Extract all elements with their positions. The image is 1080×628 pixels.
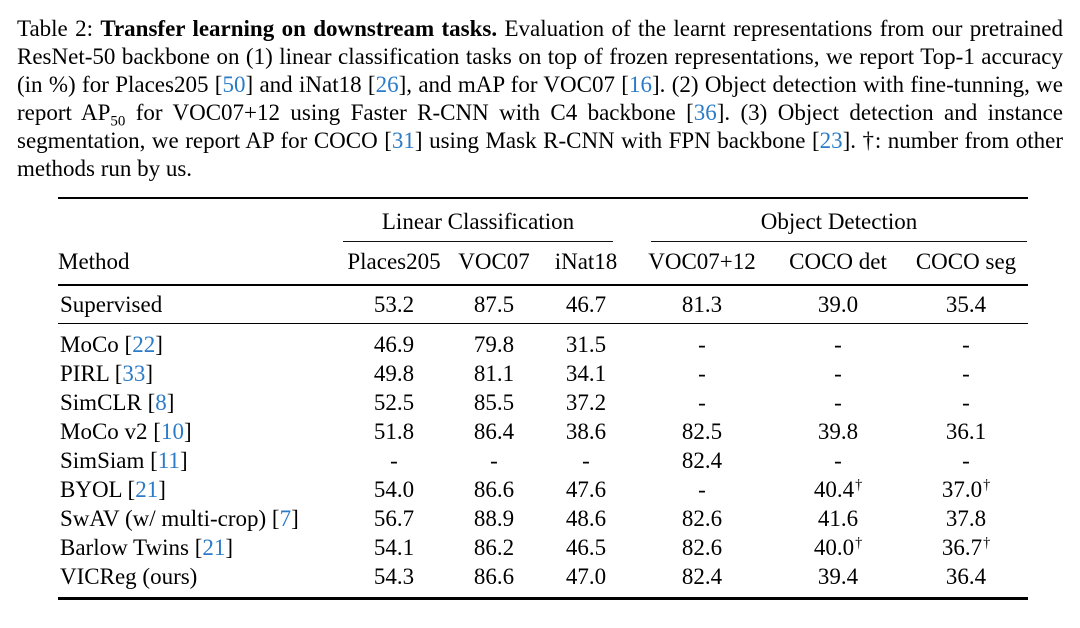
value-cell: 37.2	[565, 390, 607, 416]
value-cell: -	[962, 332, 970, 358]
citation-ref[interactable]: 23	[819, 127, 843, 153]
value-cell: 82.4	[681, 448, 723, 474]
group-label-object-detection: Object Detection	[651, 208, 1027, 242]
caption-bold-title: Transfer learning on downstream tasks.	[100, 16, 498, 41]
value-cell: -	[834, 332, 842, 358]
value-cell: 86.6	[473, 477, 515, 503]
citation-ref[interactable]: 7	[279, 506, 292, 532]
value-cell: 35.4	[945, 292, 987, 318]
table-row	[58, 533, 1028, 562]
results-table-header	[58, 198, 1028, 285]
value-cell: 46.9	[373, 332, 415, 358]
results-tbody	[58, 285, 1028, 599]
citation-ref[interactable]: 22	[132, 332, 156, 358]
value-cell: 36.1	[945, 419, 987, 445]
value-cell: 47.0	[565, 564, 607, 590]
value-cell: -	[698, 361, 706, 387]
method-cell	[58, 562, 340, 599]
citation-ref[interactable]: 8	[155, 390, 167, 416]
value-cell: 82.4	[681, 564, 723, 590]
value-cell: 54.3	[373, 564, 415, 590]
method-label: VICReg (ours)	[60, 564, 198, 590]
value-cell: -	[834, 390, 842, 416]
value-cell: 56.7	[373, 506, 415, 532]
value-cell: 46.5	[565, 535, 607, 561]
group-header-spacer	[58, 198, 340, 243]
method-cell: SimSiam [11]	[60, 448, 188, 474]
dagger-mark: †	[983, 476, 991, 493]
citation-ref[interactable]: 10	[160, 419, 184, 445]
table-row	[58, 446, 1028, 475]
table-row	[58, 285, 1028, 324]
citation-ref[interactable]: 11	[157, 448, 180, 474]
column-header-coco-det: COCO det	[789, 249, 887, 275]
value-cell: 82.5	[681, 419, 723, 445]
dagger-mark: †	[983, 534, 991, 551]
table-row	[58, 475, 1028, 504]
caption-text: ] using Mask R-CNN with FPN backbone [	[414, 127, 820, 153]
value-cell: 87.5	[473, 292, 515, 318]
column-header-coco-seg: COCO seg	[915, 249, 1017, 275]
value-cell: 54.0	[373, 477, 415, 503]
column-header-places205: Places205	[347, 249, 441, 275]
value-cell: 37.8	[945, 506, 987, 532]
dagger-mark: †	[855, 534, 863, 551]
column-header-inat18: iNat18	[554, 249, 618, 275]
method-label: SimSiam	[60, 448, 145, 474]
table-row	[58, 417, 1028, 446]
column-header-method: Method	[58, 249, 130, 275]
value-cell: 48.6	[565, 506, 607, 532]
value-cell: 40.4†	[813, 476, 863, 503]
value-cell: -	[698, 332, 706, 358]
value-cell: 53.2	[373, 292, 415, 318]
table-row	[58, 504, 1028, 533]
group-header-object-detection	[632, 198, 1028, 243]
value-cell: 82.6	[681, 506, 723, 532]
value-cell: 47.6	[565, 477, 607, 503]
value-cell: 86.6	[473, 564, 515, 590]
value-cell: 40.0†	[813, 534, 863, 561]
method-label: Barlow Twins	[60, 535, 189, 561]
dagger-mark: †	[855, 476, 863, 493]
value-cell: 41.6	[817, 506, 859, 532]
value-cell: -	[698, 477, 706, 503]
method-cell: MoCo v2 [10]	[60, 419, 192, 445]
citation-ref[interactable]: 36	[693, 99, 717, 125]
caption-text: for VOC07+12 using Faster R-CNN with C4 backbone [	[125, 99, 694, 125]
results-table	[58, 197, 1028, 600]
value-cell: 46.7	[565, 292, 607, 318]
citation-ref[interactable]: 50	[222, 71, 246, 97]
method-label: MoCo	[60, 332, 119, 358]
method-cell	[58, 285, 340, 324]
caption-text: ]. (2) Object detection with fine-tunning, we report AP	[17, 71, 1063, 125]
column-header-voc07: VOC07	[458, 249, 530, 275]
method-cell: BYOL [21]	[60, 477, 166, 503]
group-label-linear-classification: Linear Classification	[343, 208, 613, 242]
value-cell: -	[490, 448, 498, 474]
value-cell: 81.1	[473, 361, 515, 387]
citation-ref[interactable]: 21	[202, 535, 226, 561]
subscript-text: 50	[110, 113, 126, 130]
table-row	[58, 359, 1028, 388]
method-label: PIRL	[60, 361, 109, 387]
method-cell: Barlow Twins [21]	[60, 535, 234, 561]
value-cell: 39.0	[817, 292, 859, 318]
citation-ref[interactable]: 21	[135, 477, 159, 503]
method-cell: MoCo [22]	[60, 332, 163, 358]
caption-text: ], and mAP for VOC07 [	[398, 71, 629, 97]
method-cell: SimCLR [8]	[60, 390, 175, 416]
value-cell: -	[834, 448, 842, 474]
value-cell: -	[834, 361, 842, 387]
value-cell: -	[962, 361, 970, 387]
group-header-row	[58, 198, 1028, 243]
column-header-row	[58, 243, 1028, 285]
caption-text: Evaluation of the learnt representations from our pretrained ResNet-50 backbone on (1) linear classification tasks on top of frozen representations, we report Top-1 accuracy (in %) for Places205 [	[17, 16, 1063, 97]
value-cell: 39.8	[817, 419, 859, 445]
citation-ref[interactable]: 33	[122, 361, 146, 387]
value-cell: 49.8	[373, 361, 415, 387]
method-label: SimCLR	[60, 390, 142, 416]
value-cell: 34.1	[565, 361, 607, 387]
citation-ref[interactable]: 16	[628, 71, 652, 97]
group-header-linear-classification	[340, 198, 632, 243]
value-cell: 52.5	[373, 390, 415, 416]
value-cell: 31.5	[565, 332, 607, 358]
value-cell: -	[962, 390, 970, 416]
value-cell: 86.2	[473, 535, 515, 561]
value-cell: 81.3	[681, 292, 723, 318]
value-cell: -	[962, 448, 970, 474]
value-cell: 39.4	[817, 564, 859, 590]
method-cell: PIRL [33]	[60, 361, 154, 387]
method-label: MoCo v2	[60, 419, 148, 445]
value-cell: 51.8	[373, 419, 415, 445]
method-label: BYOL	[60, 477, 122, 503]
value-cell: 36.7†	[941, 534, 991, 561]
value-cell: 82.6	[681, 535, 723, 561]
value-cell: 36.4	[945, 564, 987, 590]
value-cell: 79.8	[473, 332, 515, 358]
value-cell: 54.1	[373, 535, 415, 561]
caption-text: ]. †: number from other methods run by us.	[17, 127, 1064, 181]
table-row	[58, 324, 1028, 360]
method-cell: SwAV (w/ multi-crop) [7]	[60, 506, 299, 532]
value-cell: 86.4	[473, 419, 515, 445]
column-header-voc07plus12: VOC07+12	[648, 249, 756, 275]
caption-text: ] and iNat18 [	[245, 71, 376, 97]
value-cell: 85.5	[473, 390, 515, 416]
citation-ref[interactable]: 31	[391, 127, 415, 153]
value-cell: -	[698, 390, 706, 416]
method-label: Supervised	[60, 292, 163, 318]
caption-text: ]. (3) Object detection and instance segmentation, we report AP for COCO [	[17, 99, 1063, 153]
citation-ref[interactable]: 26	[375, 71, 399, 97]
method-label: SwAV (w/ multi-crop)	[60, 506, 267, 532]
value-cell: 88.9	[473, 506, 515, 532]
table-row	[58, 562, 1028, 599]
value-cell: 37.0†	[941, 476, 991, 503]
caption-text: Table 2:	[17, 16, 101, 41]
table-row	[58, 388, 1028, 417]
value-cell: 38.6	[565, 419, 607, 445]
value-cell: -	[582, 448, 590, 474]
table-caption	[0, 0, 1080, 182]
value-cell: -	[390, 448, 398, 474]
